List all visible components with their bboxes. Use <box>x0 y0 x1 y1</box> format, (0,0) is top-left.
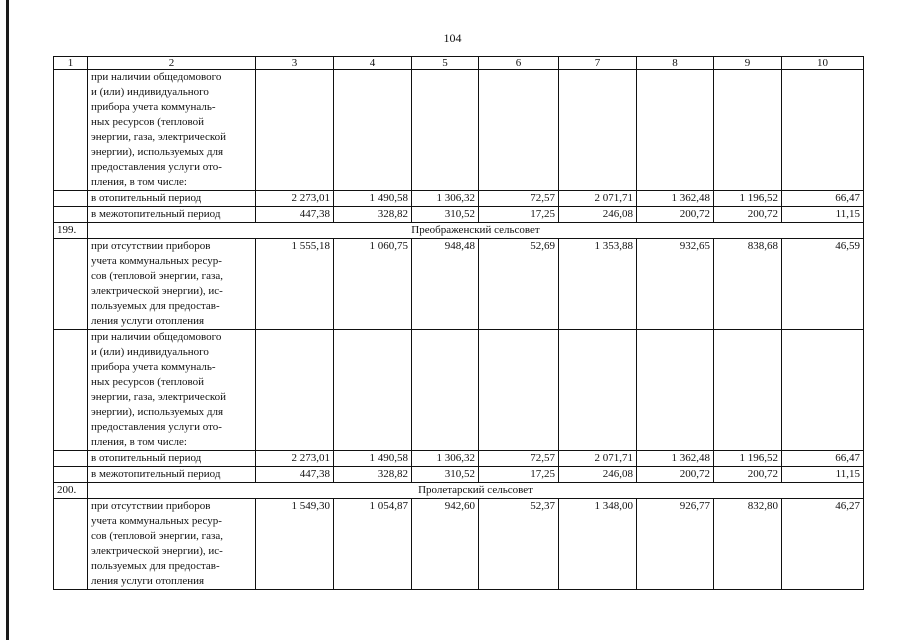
value-cell: 328,82 <box>334 467 412 483</box>
value-cell: 66,47 <box>782 451 864 467</box>
description-row <box>54 239 864 330</box>
row-label: в межотопительный период <box>88 207 256 223</box>
value-cell <box>412 70 479 191</box>
scan-edge-line <box>6 0 9 640</box>
description-line: при отсутствии приборов <box>91 240 211 252</box>
row-number: 200. <box>54 483 88 499</box>
value-cell: 1 054,87 <box>334 499 412 590</box>
row-number <box>54 191 88 207</box>
value-cell: 2 273,01 <box>256 451 334 467</box>
value-cell: 17,25 <box>479 467 559 483</box>
description-line: электрической энергии), ис- <box>91 285 223 297</box>
row-description <box>88 239 256 330</box>
row-description <box>88 330 256 451</box>
column-number: 7 <box>559 57 637 70</box>
value-cell: 932,65 <box>637 239 714 330</box>
value-cell <box>559 70 637 191</box>
value-cell: 1 549,30 <box>256 499 334 590</box>
description-line: сов (тепловой энергии, газа, <box>91 270 223 282</box>
value-cell <box>782 330 864 451</box>
value-cell <box>334 70 412 191</box>
section-title: Преображенский сельсовет <box>88 223 864 239</box>
description-line: при наличии общедомового <box>91 71 222 83</box>
description-line: ных ресурсов (тепловой <box>91 116 204 128</box>
value-cell: 1 306,32 <box>412 451 479 467</box>
row-number <box>54 499 88 590</box>
value-cell: 72,57 <box>479 191 559 207</box>
value-cell: 17,25 <box>479 207 559 223</box>
row-number <box>54 70 88 191</box>
value-cell <box>714 70 782 191</box>
period-row <box>54 207 864 223</box>
value-cell: 832,80 <box>714 499 782 590</box>
section-row <box>54 223 864 239</box>
value-cell: 2 071,71 <box>559 191 637 207</box>
column-number: 10 <box>782 57 864 70</box>
value-cell: 948,48 <box>412 239 479 330</box>
value-cell: 328,82 <box>334 207 412 223</box>
value-cell <box>256 70 334 191</box>
value-cell: 246,08 <box>559 467 637 483</box>
value-cell: 310,52 <box>412 467 479 483</box>
description-line: сов (тепловой энергии, газа, <box>91 530 223 542</box>
description-line: при отсутствии приборов <box>91 500 211 512</box>
value-cell: 1 196,52 <box>714 451 782 467</box>
column-number: 2 <box>88 57 256 70</box>
column-number: 6 <box>479 57 559 70</box>
value-cell: 926,77 <box>637 499 714 590</box>
description-line: учета коммунальных ресур- <box>91 255 222 267</box>
value-cell: 1 362,48 <box>637 451 714 467</box>
period-row <box>54 451 864 467</box>
value-cell <box>479 70 559 191</box>
row-label: в отопительный период <box>88 191 256 207</box>
description-line: предоставления услуги ото- <box>91 161 222 173</box>
value-cell: 1 362,48 <box>637 191 714 207</box>
description-line: пользуемых для предостав- <box>91 560 220 572</box>
description-line: электрической энергии), ис- <box>91 545 223 557</box>
value-cell: 1 196,52 <box>714 191 782 207</box>
value-cell: 447,38 <box>256 467 334 483</box>
value-cell: 200,72 <box>714 467 782 483</box>
value-cell: 72,57 <box>479 451 559 467</box>
description-line: при наличии общедомового <box>91 331 222 343</box>
description-line: пления, в том числе: <box>91 436 187 448</box>
row-description <box>88 70 256 191</box>
value-cell: 52,37 <box>479 499 559 590</box>
row-number <box>54 239 88 330</box>
description-line: и (или) индивидуального <box>91 86 209 98</box>
table-body <box>54 70 864 590</box>
value-cell: 1 060,75 <box>334 239 412 330</box>
description-row <box>54 330 864 451</box>
description-line: энергии), используемых для <box>91 146 224 158</box>
value-cell: 447,38 <box>256 207 334 223</box>
description-row <box>54 499 864 590</box>
row-number <box>54 207 88 223</box>
description-line: пления, в том числе: <box>91 176 187 188</box>
value-cell: 1 555,18 <box>256 239 334 330</box>
description-line: энергии, газа, электрической <box>91 391 227 403</box>
column-number: 3 <box>256 57 334 70</box>
row-label: в межотопительный период <box>88 467 256 483</box>
description-line: предоставления услуги ото- <box>91 421 222 433</box>
value-cell <box>637 70 714 191</box>
value-cell: 2 273,01 <box>256 191 334 207</box>
description-line: и (или) индивидуального <box>91 346 209 358</box>
row-number <box>54 467 88 483</box>
description-line: энергии), используемых для <box>91 406 224 418</box>
row-label: в отопительный период <box>88 451 256 467</box>
row-number <box>54 330 88 451</box>
value-cell: 200,72 <box>714 207 782 223</box>
column-number: 8 <box>637 57 714 70</box>
value-cell <box>479 330 559 451</box>
section-title: Пролетарский сельсовет <box>88 483 864 499</box>
period-row <box>54 467 864 483</box>
period-row <box>54 191 864 207</box>
value-cell: 52,69 <box>479 239 559 330</box>
description-line: ления услуги отопления <box>91 575 205 587</box>
row-description <box>88 499 256 590</box>
description-line: прибора учета коммуналь- <box>91 101 216 113</box>
column-number: 5 <box>412 57 479 70</box>
section-row <box>54 483 864 499</box>
description-line: прибора учета коммуналь- <box>91 361 216 373</box>
value-cell <box>782 70 864 191</box>
description-line: ления услуги отопления <box>91 315 205 327</box>
value-cell: 1 348,00 <box>559 499 637 590</box>
value-cell: 310,52 <box>412 207 479 223</box>
value-cell: 2 071,71 <box>559 451 637 467</box>
value-cell: 1 490,58 <box>334 191 412 207</box>
column-number-row <box>54 57 864 70</box>
value-cell: 11,15 <box>782 207 864 223</box>
value-cell <box>256 330 334 451</box>
value-cell: 246,08 <box>559 207 637 223</box>
value-cell <box>412 330 479 451</box>
description-line: учета коммунальных ресур- <box>91 515 222 527</box>
description-line: энергии, газа, электрической <box>91 131 227 143</box>
value-cell: 1 306,32 <box>412 191 479 207</box>
column-number: 9 <box>714 57 782 70</box>
description-row <box>54 70 864 191</box>
value-cell: 11,15 <box>782 467 864 483</box>
description-line: пользуемых для предостав- <box>91 300 220 312</box>
value-cell <box>559 330 637 451</box>
value-cell <box>334 330 412 451</box>
value-cell: 1 490,58 <box>334 451 412 467</box>
row-number <box>54 451 88 467</box>
value-cell <box>714 330 782 451</box>
row-number: 199. <box>54 223 88 239</box>
tariff-table <box>53 56 864 590</box>
value-cell <box>637 330 714 451</box>
value-cell: 942,60 <box>412 499 479 590</box>
value-cell: 838,68 <box>714 239 782 330</box>
value-cell: 46,59 <box>782 239 864 330</box>
value-cell: 46,27 <box>782 499 864 590</box>
value-cell: 200,72 <box>637 467 714 483</box>
page-number: 104 <box>443 31 462 45</box>
description-line: ных ресурсов (тепловой <box>91 376 204 388</box>
column-number: 1 <box>54 57 88 70</box>
column-number: 4 <box>334 57 412 70</box>
value-cell: 200,72 <box>637 207 714 223</box>
value-cell: 1 353,88 <box>559 239 637 330</box>
value-cell: 66,47 <box>782 191 864 207</box>
